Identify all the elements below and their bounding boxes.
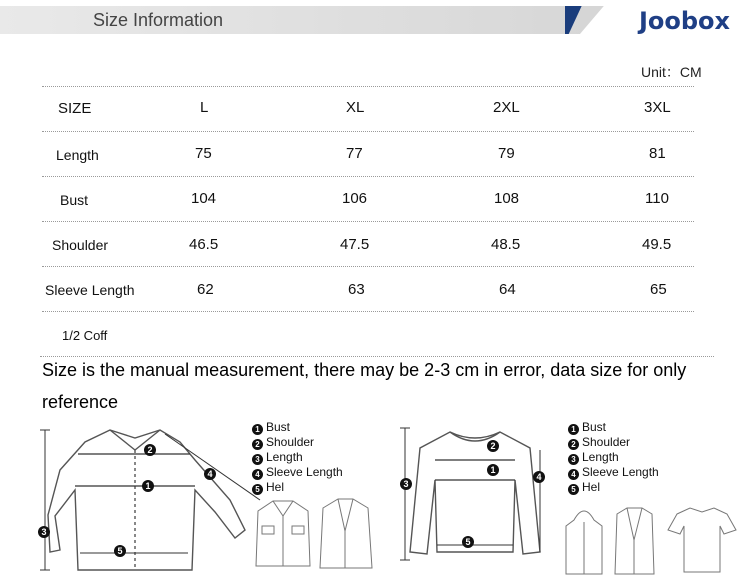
svg-text:5: 5 [117,546,123,556]
size-col-3xl: 3XL [644,99,671,116]
legend-label: Bust [266,420,291,434]
svg-text:4: 4 [536,472,542,482]
legend-label: Shoulder [266,435,315,449]
badge-5 [462,536,474,548]
table-rule [42,221,694,222]
table-cell: 104 [191,190,217,207]
legend-right [568,420,659,495]
table-rule [42,86,694,87]
size-col-l: L [200,99,209,116]
badge-4 [533,471,545,483]
table-rule [42,131,694,132]
badge-4 [204,468,216,480]
legend-number: 3 [252,454,263,465]
legend-label: Shoulder [582,435,631,449]
badge-3 [38,526,50,538]
page-title: Size Information [93,10,224,30]
legend-number: 2 [568,439,579,450]
table-cell: 63 [348,281,365,298]
svg-text:3: 3 [403,479,409,489]
badge-3 [400,478,412,490]
legend-item [252,480,343,495]
size-col-2xl: 2XL [493,99,520,116]
svg-text:5: 5 [465,537,471,547]
legend-number: 5 [252,484,263,495]
badge-1 [142,480,154,492]
legend-number: 2 [252,439,263,450]
table-cell: 62 [197,281,214,298]
table-cell: 47.5 [340,236,370,253]
row-label-length: Length [56,147,99,163]
table-cell: 110 [645,190,669,207]
measurement-note-line1: Size is the manual measurement, there may be 2-3 cm in error, data size for only [42,360,687,380]
badge-5 [114,545,126,557]
table-cell: 108 [494,190,520,207]
svg-text:1: 1 [490,465,496,475]
jacket-thumbnails [248,496,378,576]
legend-label: Length [266,450,303,464]
top-thumbnails [562,500,742,580]
legend-item [568,450,659,465]
table-rule [42,266,694,267]
svg-text:1: 1 [145,481,151,491]
svg-text:3: 3 [41,527,47,537]
svg-text:2: 2 [490,441,496,451]
row-label-half-coff: 1/2 Coff [62,328,108,343]
legend-number: 3 [568,454,579,465]
legend-item [568,420,659,435]
svg-text:4: 4 [207,469,213,479]
table-rule [42,311,694,312]
table-cell: 77 [346,145,363,162]
size-header-label: SIZE [58,100,92,117]
badge-2 [144,444,156,456]
table-cell: 79 [498,145,515,162]
table-cell: 48.5 [491,236,521,253]
legend-number: 4 [568,469,579,480]
legend-number: 4 [252,469,263,480]
legend-item [252,450,343,465]
table-cell: 81 [649,145,666,162]
legend-label: Bust [582,420,607,434]
table-rule [42,176,694,177]
legend-label: Sleeve Length [582,465,659,479]
legend-item [252,420,343,435]
legend-left [252,420,343,495]
legend-item [568,435,659,450]
unit-label: Unit：CM [641,64,702,80]
legend-label: Sleeve Length [266,465,343,479]
table-cell: 65 [650,281,667,298]
table-cell: 106 [342,190,368,207]
measurement-note-line2: reference [42,392,119,412]
legend-number: 5 [568,484,579,495]
row-label-sleeve-length: Sleeve Length [45,282,135,298]
legend-item [568,480,659,495]
table-cell: 75 [195,145,212,162]
legend-label: Hel [582,480,601,494]
legend-label: Length [582,450,619,464]
legend-item [568,465,659,480]
table-rule [40,356,714,357]
brand-logo: Joobox [638,7,730,35]
badge-1 [487,464,499,476]
table-cell: 46.5 [189,236,219,253]
row-label-bust: Bust [60,192,89,208]
sweater-diagram [395,420,555,580]
size-col-xl: XL [346,99,365,116]
header-banner [0,6,750,34]
legend-item [252,465,343,480]
legend-item [252,435,343,450]
row-label-shoulder: Shoulder [52,237,109,253]
table-cell: 64 [499,281,516,298]
legend-number: 1 [568,424,579,435]
table-cell: 49.5 [642,236,672,253]
badge-2 [487,440,499,452]
legend-label: Hel [266,480,285,494]
legend-number: 1 [252,424,263,435]
svg-text:2: 2 [147,445,153,455]
